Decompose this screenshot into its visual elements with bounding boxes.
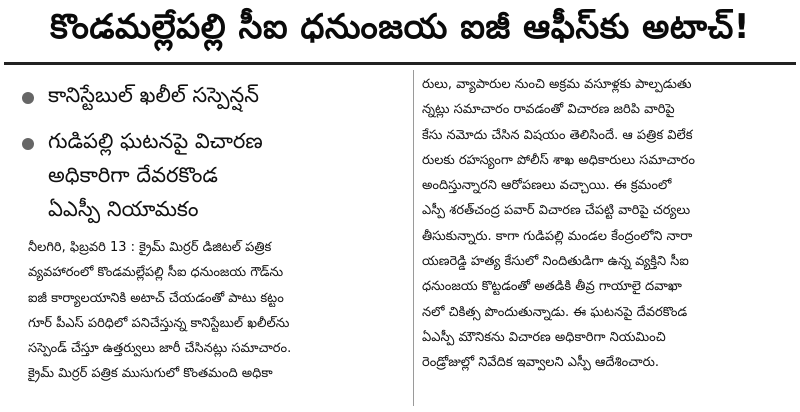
body-line: వ్యవహారంలో కొండమల్లేపల్లి సీఐ ధనుంజయ గౌడ్‌ను [28, 265, 284, 281]
body-line: సస్పెండ్ చేస్తూ ఉత్తర్వులు జారీ చేసినట్లు సమాచారం. [28, 341, 292, 357]
body-line: నీలగిరి, ఫిబ్రవరి 13 : క్రైమ్ మిర్రర్ డిజిటల్ పత్రిక [28, 240, 272, 255]
bullet-icon [22, 92, 34, 104]
body-line: ఐజీ కార్యాలయానికి అటాచ్ చేయడంతో పాటు కట్టం [28, 290, 284, 306]
subhead-2-line-2: అధికారిగా దేవరకొండ [48, 163, 218, 187]
subhead-2-line-1: గుడిపల్లి ఘటనపై విచారణ [48, 129, 263, 153]
body-line: యణరెడ్డి హత్య కేసులో నిందితుడిగా ఉన్న వ్యక్తిని సీఐ [422, 254, 689, 270]
body-line: గూర్ పీఎస్ పరిధిలో పనిచేస్తున్న కానిస్టేబుల్ ఖలీల్‌ను [28, 315, 290, 331]
body-line: ధనుంజయ కొట్టడంతో అతడికి తీవ్ర గాయాలై దవాఖా [422, 279, 682, 295]
body-line: క్రైమ్ మిర్రర్ పత్రిక ముసుగులో కొంతమంది అధికా [28, 366, 273, 382]
subhead-2 [22, 124, 412, 226]
headline-rule [4, 62, 796, 65]
body-line: ఎస్పీ శరత్‌చంద్ర పవార్ విచారణ చేపట్టి వారిపై చర్యలు [422, 203, 691, 219]
subhead-1-line-1: కానిస్టేబుల్ ఖలీల్ సస్పెన్షన్ [48, 83, 260, 107]
body-line: అందిస్తున్నారని ఆరోపణలు వచ్చాయి. ఈ క్రమంలో [422, 178, 672, 194]
subhead-1 [22, 78, 412, 112]
bullet-icon [22, 138, 34, 150]
body-line: నలో చికిత్స పొందుతున్నాడు. ఈ ఘటనపై దేవరకొండ [422, 304, 688, 320]
body-line: తీసుకున్నారు. కాగా గుడిపల్లి మండల కేంద్రంలోని నారా [422, 228, 693, 244]
subhead-2-line-3: ఏఎస్పీ నియామకం [48, 197, 199, 221]
body-line: రులకు రహస్యంగా పోలీస్ శాఖ అధికారులు సమాచారం [422, 152, 695, 168]
column-divider [413, 70, 414, 406]
headline: కొండమల్లేపల్లి సీఐ ధనుంజయ ఐజీ ఆఫీస్‌కు అటాచ్! [50, 7, 750, 47]
body-line: రులు, వ్యాపారుల నుంచి అక్రమ వసూళ్లకు పాల్పడుతు [422, 77, 692, 92]
body-line: న్నట్లు సమాచారం రావడంతో విచారణ జరిపి వారిపై [422, 102, 675, 118]
body-line: కేసు నమోదు చేసిన విషయం తెలిసిందే. ఆ పత్రిక విలేక [422, 127, 693, 143]
body-line: ఏఎస్పీ మౌనికను విచారణ అధికారిగా నియమించి [422, 329, 666, 345]
left-column [22, 70, 412, 226]
body-line: రెండ్రోజుల్లో నివేదిక ఇవ్వాలని ఎస్పీ ఆదేశించారు. [422, 355, 659, 371]
left-body-text [28, 235, 412, 387]
right-body-text [422, 72, 790, 376]
